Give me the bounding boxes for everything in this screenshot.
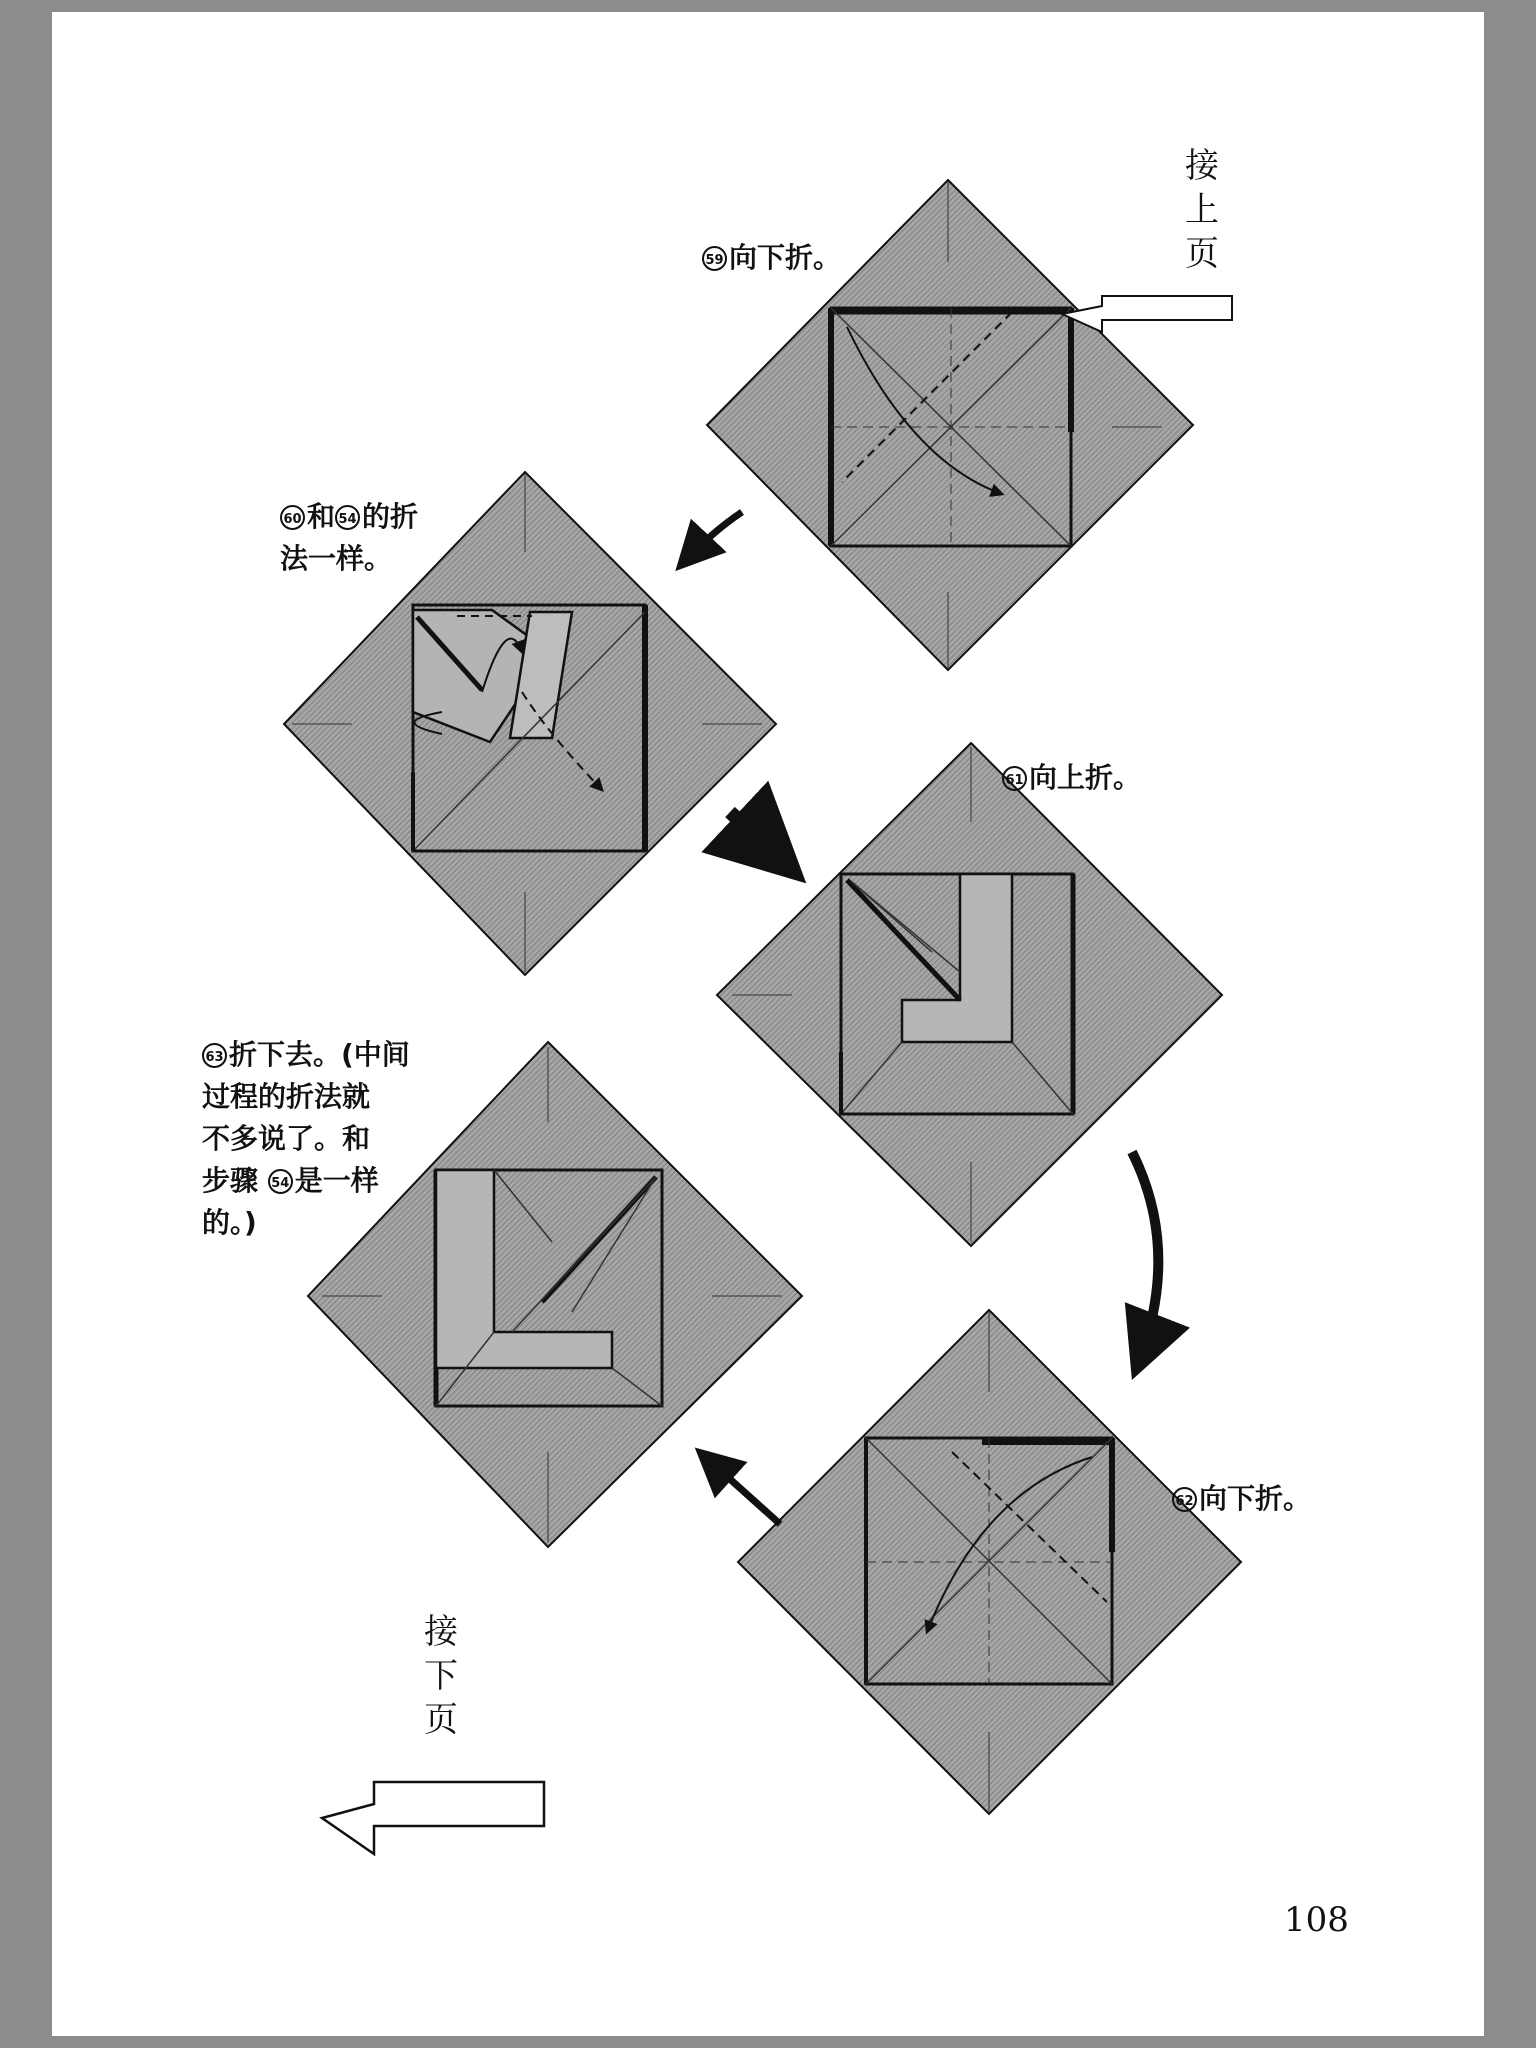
step-text: 和 <box>307 500 336 533</box>
step-number-badge: 60 <box>280 505 305 530</box>
step-60-caption <box>280 454 460 580</box>
step-61-caption <box>1002 715 1141 799</box>
arrow-60-to-61 <box>730 812 792 870</box>
step-number-badge: 59 <box>702 246 727 271</box>
diagram-step-62 <box>738 1310 1241 1814</box>
step-text: 向下折。 <box>1199 1482 1312 1515</box>
step-number-badge: 61 <box>1002 766 1027 791</box>
continue-from-label: 接 上 页 <box>1185 146 1219 274</box>
step-number-badge: 63 <box>202 1043 227 1068</box>
page-number: 108 <box>1284 1900 1349 1940</box>
step-ref-badge: 54 <box>335 505 360 530</box>
step-59-caption <box>702 195 841 279</box>
step-63-caption <box>202 992 442 1244</box>
arrow-61-to-62 <box>1132 1152 1158 1367</box>
step-text: 向上折。 <box>1029 761 1142 794</box>
step-text-after: 的折 法一样。 <box>280 500 419 575</box>
step-text-after: 是一样 的。) <box>202 1164 379 1239</box>
step-ref-badge: 54 <box>268 1169 293 1194</box>
step-number-badge: 62 <box>1172 1487 1197 1512</box>
arrow-59-to-60 <box>682 512 742 564</box>
book-page <box>52 12 1484 2036</box>
continue-to-arrow <box>322 1782 544 1854</box>
step-62-caption <box>1172 1436 1311 1520</box>
step-text: 折下去。(中间 过程的折法就 不多说了。和 步骤 <box>202 1038 410 1197</box>
diagram-step-61 <box>717 743 1222 1246</box>
arrow-62-to-63 <box>702 1454 780 1524</box>
step-text: 向下折。 <box>729 241 842 274</box>
continue-to-label: 接 下 页 <box>424 1612 458 1740</box>
